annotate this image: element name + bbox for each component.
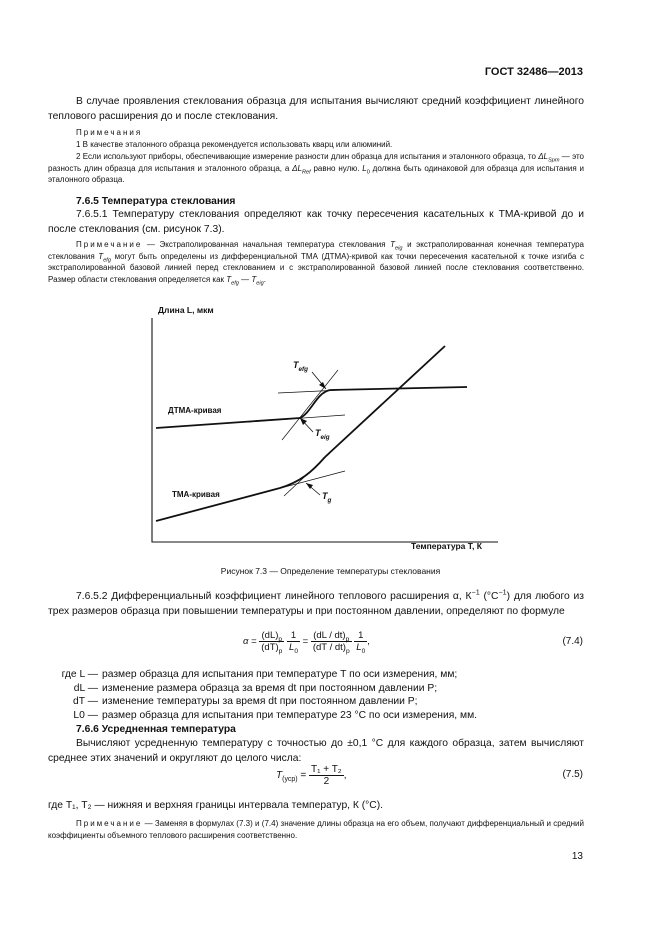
- tma-after-transition: [325, 346, 445, 457]
- definition-row: dL — изменение размера образца за время dt при постоянном давлении P;: [73, 682, 438, 694]
- dtma-extrapolation-before: [248, 415, 345, 422]
- figure-x-label: Температура T, К: [411, 541, 482, 551]
- tma-transition: [280, 457, 325, 488]
- equation-number-7-5: (7.5): [562, 769, 583, 780]
- page-number: 13: [571, 851, 583, 862]
- document-header: ГОСТ 32486—2013: [484, 66, 583, 78]
- intro-paragraph: В случае проявления стеклования образца для испытания вычисляют средний коэффициент линейного теплового расширения до и после стеклования.: [48, 96, 584, 122]
- section-765-heading: 7.6.5 Температура стеклования: [76, 196, 236, 207]
- tefg-label: $T_{efg}$: [293, 360, 308, 373]
- definition-row: где L — размер образца для испытания при температуре T по оси измерения, мм;: [61, 669, 458, 680]
- tma-tangent-after: [284, 453, 330, 496]
- section-7651-paragraph: 7.6.5.1 Температуру стеклования определяют как точку пересечения касательных к ТМА-кривой до и после стеклования (см. рисунок 7.3).: [48, 209, 584, 235]
- section-7652-paragraph: 7.6.5.2 Дифференциальный коэффициент линейного теплового расширения α, $К^{-1}$ $(^\circ С^{-1})$ для любого из трех размеров образца при повышении температуры и при постоянном давлении, определяют по формуле: [48, 587, 584, 617]
- definitions-list: [48, 668, 584, 722]
- section-766-paragraph: Вычисляют усредненную температуру с точностью до ±0,1 °С для каждого образца, затем вычисляют среднее этих значений и округляют до целого числа:: [48, 738, 584, 764]
- section-766-heading: 7.6.6 Усредненная температура: [76, 724, 236, 735]
- formula-7-4: α = $\frac{(dL)_p}{(dT)_p}$ $\frac{1}{L_0}$ = $\frac{(dL / dt)_p}{(dT / dt)_p}$ $\frac{1}{L_0}$ ,: [243, 630, 370, 655]
- figure-caption: Рисунок 7.3 — Определение температуры стеклования: [220, 566, 441, 576]
- teig-label: $T_{eig}$: [315, 428, 330, 441]
- formula-7-5: $T_{(уср)}$ = $\frac{\text{T₁ + T₂}}{2}$ ,: [276, 764, 347, 787]
- dtma-curve-label: ДТМА-кривая: [168, 406, 222, 415]
- equation-number-7-4: (7.4): [562, 636, 583, 647]
- note-item-2: 2 Если используют приборы, обеспечивающие измерение разности длин образца для испытания и эталонного образца, то $\Delta L_{Spm}$ — это разность длин образца для испытания и эталонного образца, а $\Delta L_{Ref}$ равно нулю. $L_0$ должна быть одинаковой для образца для испытания и эталонного образца.: [48, 152, 585, 184]
- definition-row: L0 — размер образца для испытания при температуре 23 °С по оси измерения, мм.: [73, 709, 478, 721]
- note-item-1: 1 В качестве эталонного образца рекомендуется использовать кварц или алюминий.: [76, 140, 393, 149]
- note-volume-expansion: Примечание — Заменяя в формулах (7.3) и (7.4) значение длины образца на его объем, получают дифференциальный и средний коэффициенты объемного теплового расширения соответственно.: [48, 819, 584, 840]
- notes-title: Примечания: [76, 128, 143, 137]
- dtma-transition: [300, 390, 330, 418]
- temperature-definition: где T₁, T₂ — нижняя и верхняя границы интервала температур, К (°С).: [48, 800, 384, 811]
- note-glass-transition: Примечание — Экстраполированная начальная температура стеклования $T_{eig}$ и экстраполированная конечная температура стеклования $T_{efg}$ могут быть определены из дифференциальной ТМА (ДТМА)-кривой как точки пересечения касательной к точке изгиба с экстраполированной базовой линией перед стеклованием и с экстраполированной базовой линией после стеклования соответственно. Размер области стеклования определяется как $T_{efg}$ — $T_{eig}$.: [48, 240, 585, 287]
- tefg-arrowhead: [319, 382, 326, 389]
- definition-row: dT — изменение температуры за время dt при постоянном давлении P;: [73, 696, 418, 707]
- tg-label: $T_g$: [322, 491, 332, 504]
- figure-y-label: Длина L, мкм: [158, 305, 214, 315]
- tma-curve-label: ТМА-кривая: [172, 490, 220, 499]
